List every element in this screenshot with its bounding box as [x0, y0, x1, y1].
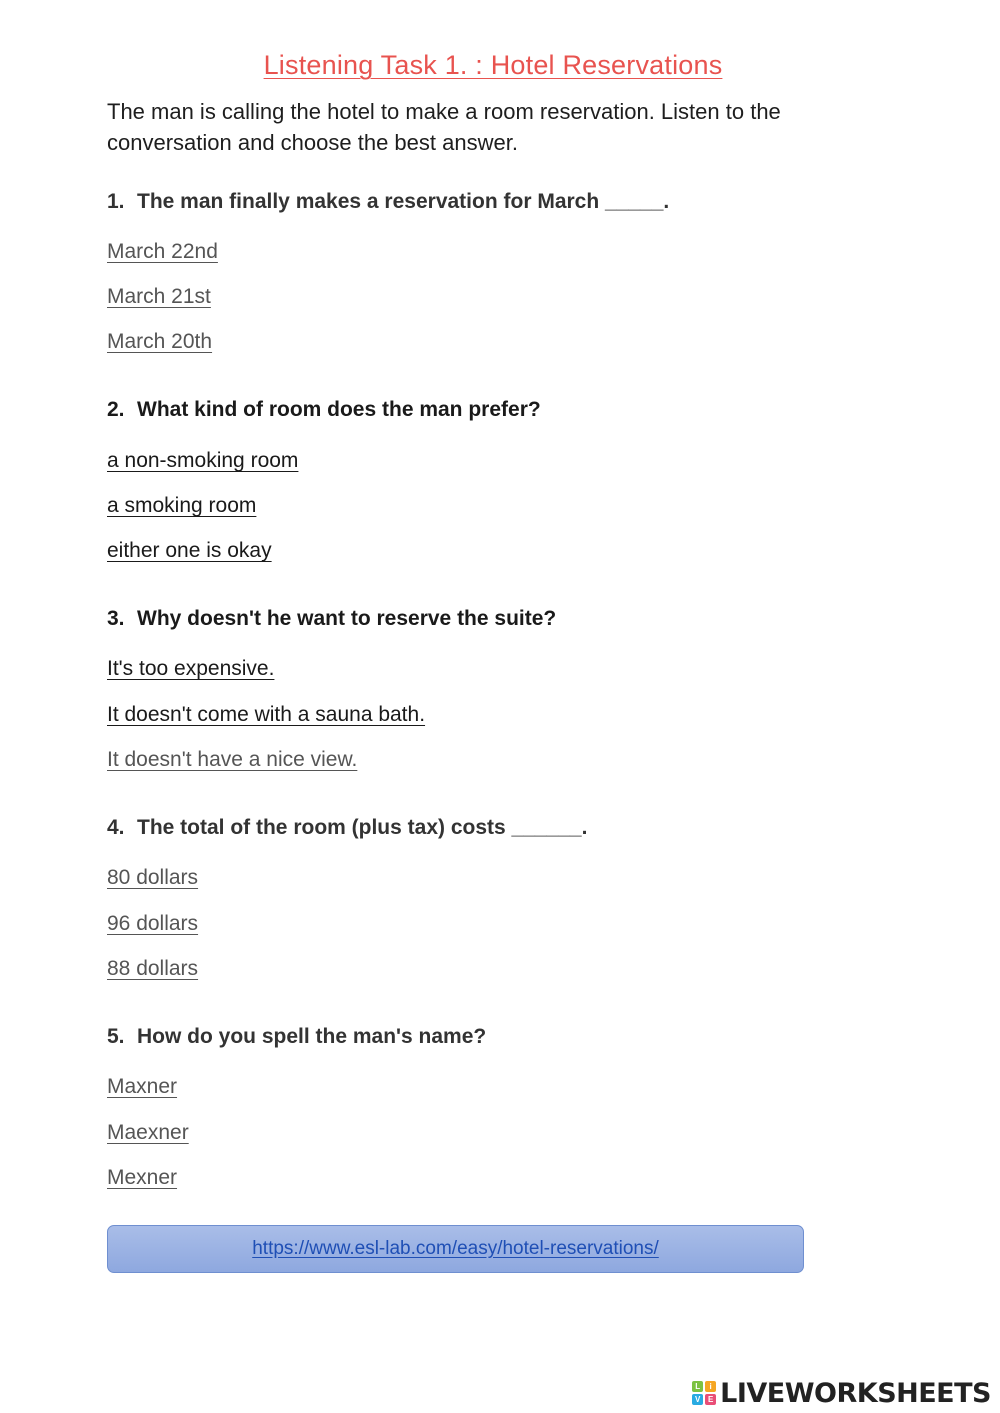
question-text: The man finally makes a reservation for March _____.	[137, 190, 670, 213]
answer-option-q5-c[interactable]: Mexner	[107, 1166, 178, 1189]
question-text: The total of the room (plus tax) costs ______.	[137, 816, 588, 839]
answer-option-q4-b[interactable]: 96 dollars	[107, 912, 199, 935]
answer-option-q2-a[interactable]: a non-smoking room	[107, 449, 299, 472]
question-5	[107, 1025, 486, 1049]
question-2	[107, 398, 541, 422]
source-link[interactable]: https://www.esl-lab.com/easy/hotel-reservations/	[252, 1238, 659, 1259]
question-text: What kind of room does the man prefer?	[137, 398, 541, 421]
answer-option-q1-b[interactable]: March 21st	[107, 285, 211, 308]
instructions: The man is calling the hotel to make a room reservation. Listen to the conversation and choose the best answer.	[107, 99, 781, 155]
answer-option-q4-c[interactable]: 88 dollars	[107, 957, 199, 980]
answer-option-q2-c[interactable]: either one is okay	[107, 539, 272, 562]
logo-tile: L	[692, 1381, 703, 1392]
question-text: Why doesn't he want to reserve the suite?	[137, 607, 557, 630]
question-number: 3.	[107, 607, 125, 630]
answer-option-q1-c[interactable]: March 20th	[107, 330, 213, 353]
question-number: 4.	[107, 816, 125, 839]
answer-option-q4-a[interactable]: 80 dollars	[107, 866, 199, 889]
question-4	[107, 816, 587, 840]
question-1	[107, 190, 669, 214]
liveworksheets-brand	[692, 1376, 991, 1410]
logo-tile: V	[692, 1394, 703, 1405]
question-number: 2.	[107, 398, 125, 421]
question-number: 5.	[107, 1025, 125, 1048]
answer-option-q3-a[interactable]: It's too expensive.	[107, 657, 275, 680]
page-title: Listening Task 1. : Hotel Reservations	[263, 50, 723, 80]
answer-option-q3-b[interactable]: It doesn't come with a sauna bath.	[107, 703, 426, 726]
answer-option-q5-a[interactable]: Maxner	[107, 1075, 178, 1098]
liveworksheets-logo-icon	[692, 1381, 716, 1405]
logo-tile: E	[705, 1394, 716, 1405]
question-number: 1.	[107, 190, 125, 213]
question-text: How do you spell the man's name?	[137, 1025, 487, 1048]
logo-tile: i	[705, 1381, 716, 1392]
question-3	[107, 607, 556, 631]
answer-option-q2-b[interactable]: a smoking room	[107, 494, 257, 517]
answer-option-q5-b[interactable]: Maexner	[107, 1121, 189, 1144]
brand-name: LIVEWORKSHEETS	[720, 1377, 991, 1409]
source-link-box	[107, 1225, 804, 1273]
answer-option-q1-a[interactable]: March 22nd	[107, 240, 218, 263]
answer-option-q3-c[interactable]: It doesn't have a nice view.	[107, 748, 358, 771]
